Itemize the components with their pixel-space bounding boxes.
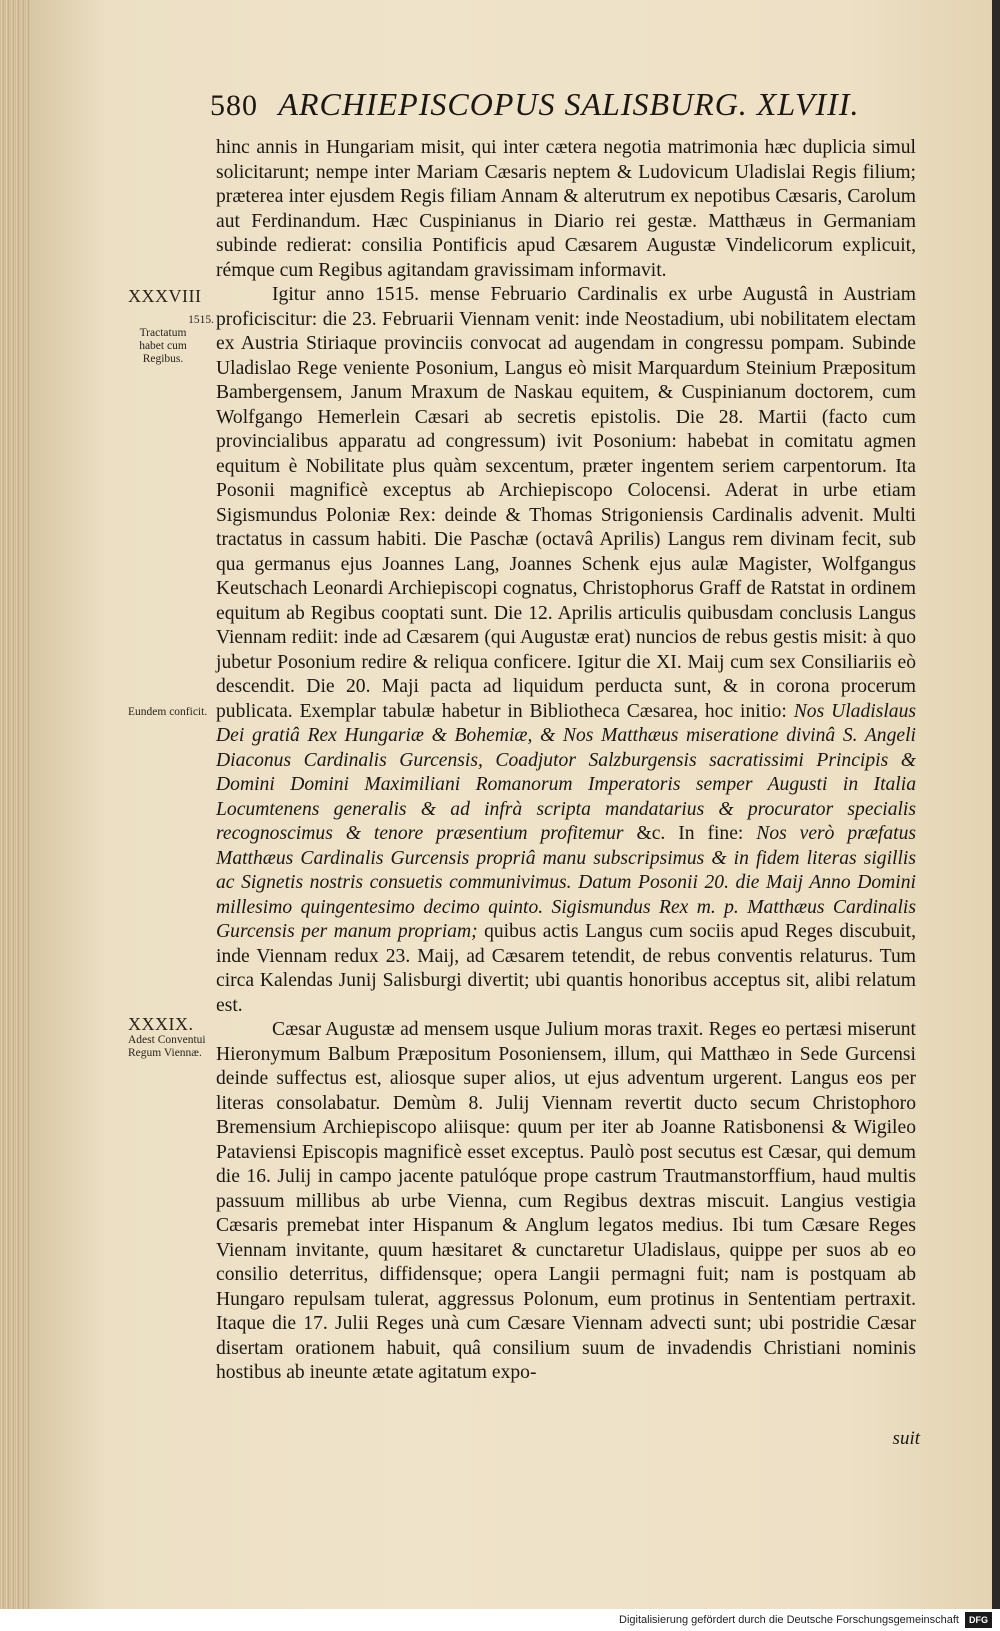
margin-note-xxxix: [128, 1014, 214, 1060]
paragraph-1: [216, 136, 916, 283]
paragraph-3: [216, 1018, 916, 1386]
paragraph-2: [216, 283, 916, 1018]
digitization-footer: [0, 1609, 1000, 1631]
charter-quote-opening: Nos Uladislaus Dei gratiâ Rex Hungariæ & Bohemiæ, & Nos Matthæus miseratione divinâ S. Angeli Diaconus Cardinalis Gurcensis, Coadjutor Salzburgensis sacratissimi Principis & Domini Domini Maximiliani Romanorum Imperatoris semper Augusti in Italia Locumtenens generalis & ad infrà scripta mandatarius & procurator specialis recognoscimus & tenore præsentium profitemur: [216, 700, 916, 844]
paragraph-text: quibus actis Langus cum sociis apud Reges discubuit, inde Viennam redux 23. Maij, ad Cæsarem tetendit, de rebus conventis relaturus. Tum circa Kalendas Junij Salisburgi divertit; ubi quantis honoribus acceptus sit, alibi relatum est.: [216, 921, 917, 1016]
margin-note-text: Tractatum habet cum Regibus.: [139, 327, 187, 365]
margin-note-xxxviii: [128, 286, 214, 366]
footer-credit: Digitalisierung gefördert durch die Deutsche Forschungsgemeinschaft: [619, 1614, 959, 1626]
running-header: [210, 86, 890, 126]
charter-quote-closing: Nos verò præfatus Matthæus Cardinalis Gurcensis propriâ manu subscripsimus & in fidem literas sigillis ac Signetis nostris consuetis communivimus. Datum Posonii 20. die Maij Anno Domini millesimo quingentesimo decimo quinto. Sigismundus Rex m. p. Matthæus Cardinalis Gurcensis per manum propriam;: [216, 823, 916, 942]
margin-note-eundem: [128, 706, 214, 719]
paragraph-text: hinc annis in Hungariam misit, qui inter cætera negotia matrimonia hæc duplicia simul solicitarunt; nempe inter Mariam Cæsaris neptem & Ludovicum Uladislai Regis filium; præterea inter ejusdem Regis filiam Annam & alterutrum ex nepotibus Cæsaris, Carolum aut Ferdinandum. Hæc Cuspinianus in Diario rei gestæ. Matthæus in Germaniam subinde redierat: consilia Pontificis apud Cæsarem Augustæ Vindelicorum explicuit, rémque cum Regibus agitandam gravissimam informavit.: [216, 137, 916, 281]
section-number: XXXVIII: [128, 286, 202, 306]
running-title: ARCHIEPISCOPUS SALISBURG. XLVIII.: [278, 86, 860, 122]
paragraph-text: Igitur anno 1515. mense Februario Cardinalis ex urbe Augustâ in Austriam proficiscitur: die 23. Februarii Viennam venit: inde Neostadium, ubi nobilitatem electam ex Austria Stiriaque provinciis convocat ad augendam in congressu pompam. Subinde Uladislao Rege veniente Posonium, Langus eò misit Marquardum Steinium Præpositum Bambergensem, Janum Mraxum de Naskau equitem, & Cuspinianum doctorem, cum Wolfgango Hemerlein Cæsari ab secretis epistolis. Die 28. Martii (facto cum provincialibus apparatu ad congressum) ivit Posonium: habebat in comitatu agmen equitum è Nobilitate plus quàm sexcentum, præter ingentem seriem carpentorum. Ita Posonii magnificè exceptus ab Archiepiscopo Colocensi. Aderat in urbe etiam Sigismundus Poloniæ Rex: deinde & Thomas Strigoniensis Cardinalis advenit. Multi tractatus in cassum habiti. Die Paschæ (octavâ Aprilis) Langus rem divinam fecit, sub qua germanus ejus Joannes Lang, Joannes Schenk ejus aulæ Magister, Wolfgangus Keutschach Leonardi Archiepiscopi cognatus, Christophorus Graff de Ratstat in ordinem equitum ab Regibus cooptati sunt. Die 12. Aprilis articulis quibusdam conclusis Langus Viennam rediit: inde ad Cæsarem (qui Augustæ erat) nuncios de rebus gestis misit: à quo jubetur Posonium redire & reliqua conficere. Igitur die XI. Maij cum sex Consiliariis eò descendit. Die 20. Maji pacta ad liquidum perducta sunt, & in corona procerum publicata. Exemplar tabulæ habetur in Bibliotheca Cæsarea, hoc initio:: [216, 284, 916, 722]
main-text: [216, 136, 916, 1386]
margin-note-text: Eundem conficit.: [128, 706, 208, 718]
paragraph-text: Cæsar Augustæ ad mensem usque Julium moras traxit. Reges eo pertæsi miserunt Hieronymum Balbum Præpositum Posoniensem, illum, qui Matthæo in Sede Gurcensi deinde suffectus est, aliosque super alios, ut ejus adventum urgerent. Langus eos per literas consolabatur. Demùm 8. Julij Viennam revertit ducto secum Christophoro Bremensium Archiepiscopo aliisque: quum per iter ab Joanne Ratisbonensi & Wigileo Pataviensi Episcopis magnificè esset exceptus. Paulò post secutus est Cæsar, qui demum die 16. Julij in campo jacente patulóque prope castrum Trautmanstorffium, haud multis passuum millibus ab urbe Vienna, cum Regibus dextras miscuit. Langius vestigia Cæsaris premebat inter Hispanum & Anglum legatos medius. Ibi tum Cæsare Reges Viennam invitante, quum hæsitaret & cunctaretur Uladislaus, quippe per suos ab eo consilio deterritus, diffidensque; opera Langii permagni fuit; nam is postquam ab Hungaro repulsam tulerat, aggressus Polonum, eum protinus in Sententiam pertraxit. Itaque die 17. Julii Reges unà cum Cæsare Viennam advecti sunt; ubi postridie Cæsar disertam orationem habuit, quâ consilium suum de invadendis Christiani nominis hostibus ab ineunte ætate agitatum expo-: [216, 1019, 916, 1383]
margin-note-text: Adest Conventui Regum Viennæ.: [128, 1034, 206, 1059]
margin-year: 1515.: [188, 314, 214, 326]
section-number: XXXIX.: [128, 1014, 194, 1034]
catchword: suit: [892, 1428, 920, 1449]
dfg-logo-icon: DFG: [965, 1612, 992, 1628]
paragraph-text: &c. In fine:: [623, 823, 757, 844]
page-number: 580: [210, 89, 258, 122]
book-page: [30, 0, 992, 1631]
